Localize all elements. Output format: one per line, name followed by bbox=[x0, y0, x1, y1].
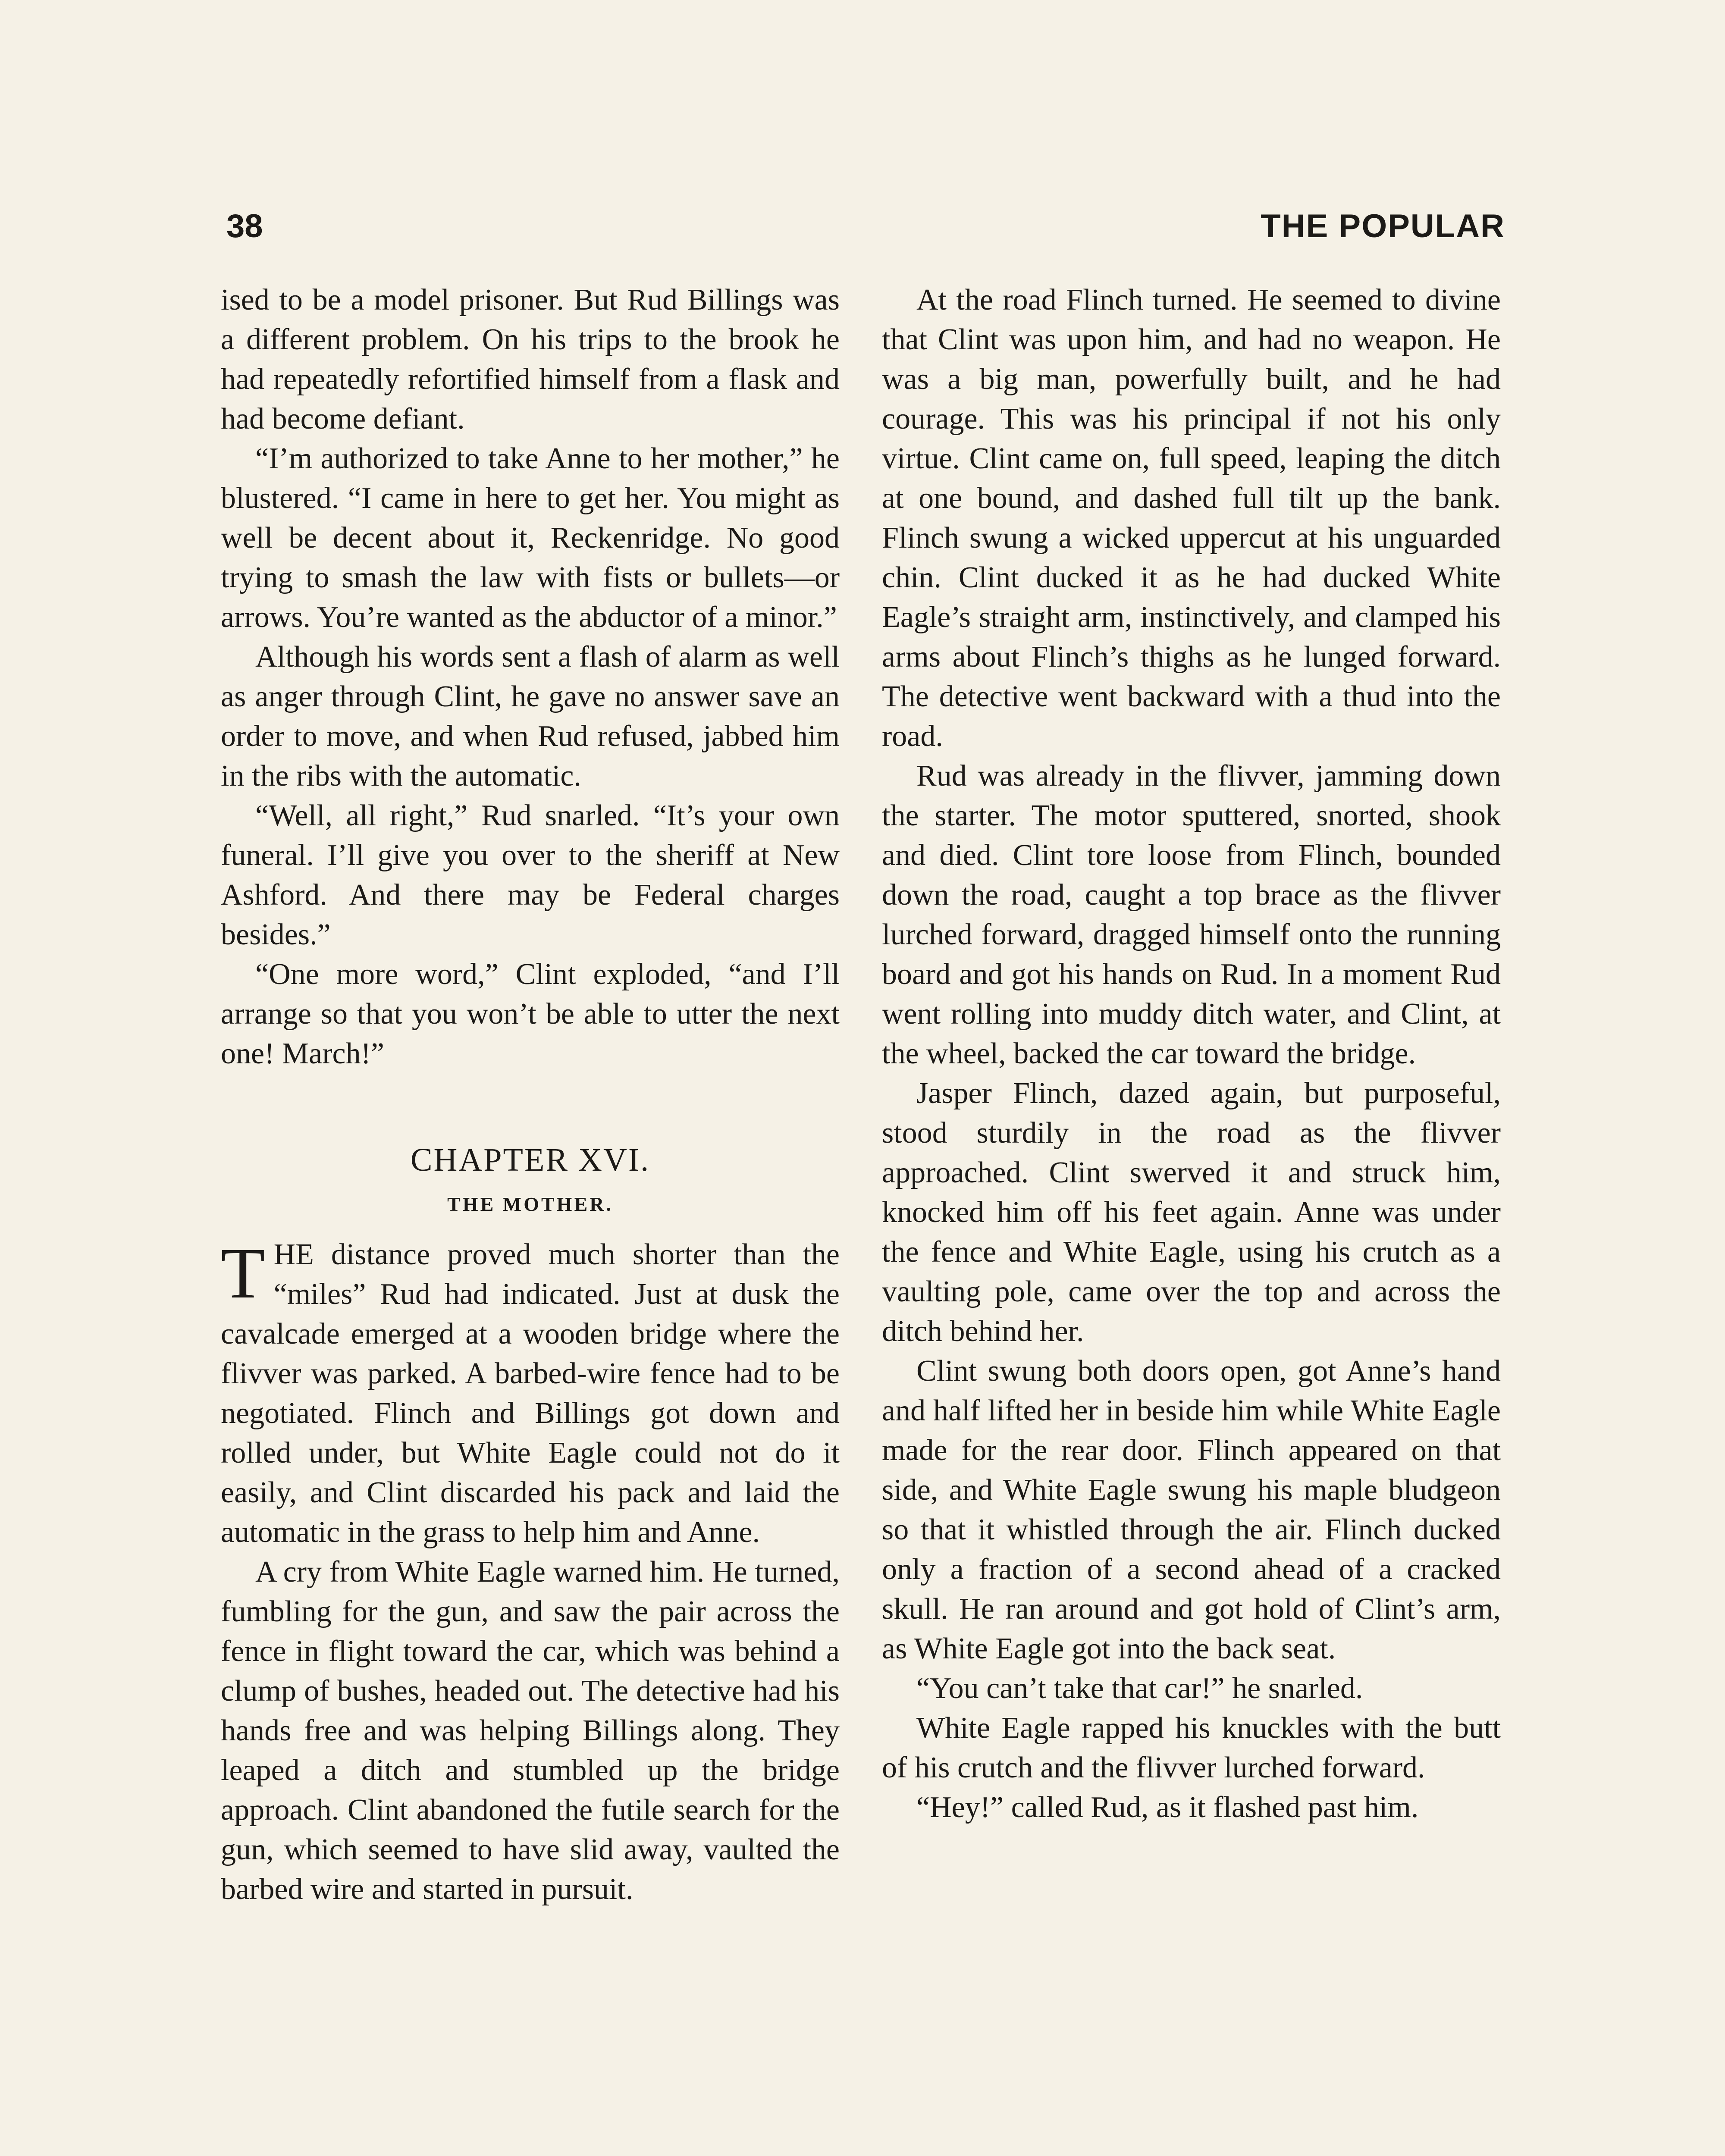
running-head: THE POPULAR bbox=[1261, 208, 1505, 244]
paragraph: “You can’t take that car!” he snarled. bbox=[916, 1672, 1363, 1705]
paragraph: Jasper Flinch, dazed again, but purposeful, stood sturdily in the road as the flivver approached. Clint swerved it and struck him, knocked him off his feet again. Anne was under the fence and White Eagle, using his crutch as a vaulting pole, came over the top and across the ditch behind her. bbox=[882, 1077, 1501, 1348]
paragraph: Clint swung both doors open, got Anne’s hand and half lifted her in beside him while White Eagle made for the rear door. Flinch appeared on that side, and White Eagle swung his maple bludgeon so that it whistled through the air. Flinch ducked only a fraction of a second ahead of a cracked skull. He ran around and got hold of Clint’s arm, as White Eagle got into the back seat. bbox=[882, 1354, 1501, 1665]
paragraph: A cry from White Eagle warned him. He turned, fumbling for the gun, and saw the pair across the fence in flight toward the car, which was behind a clump of bushes, headed out. The detective had his hands free and was helping Billings along. They leaped a ditch and stumbled up the bridge approach. Clint abandoned the futile search for the gun, which seemed to have slid away, vaulted the barbed wire and started in pursuit. bbox=[221, 1555, 840, 1906]
drop-cap: T bbox=[221, 1233, 265, 1313]
drop-cap-paragraph-text: HE distance proved much shorter than the “miles” Rud had indicated. Just at dusk the cavalcade emerged at a wooden bridge where the flivver was parked. A barbed-wire fence had to be negotiated. Flinch and Billings got down and rolled under, but White Eagle could not do it easily, and Clint discarded his pack and laid the automatic in the grass to help him and Anne. bbox=[221, 1238, 840, 1549]
paragraph: ised to be a model prisoner. But Rud Billings was a different problem. On his trips to the brook he had repeatedly refortified himself from a flask and had become defiant. bbox=[221, 283, 840, 436]
paragraph: “I’m authorized to take Anne to her mother,” he blustered. “I came in here to get her. You might as well be decent about it, Reckenridge. No good trying to smash the law with fists or bullets—or arrows. You’re wanted as the abductor of a minor.” bbox=[221, 442, 840, 634]
right-column bbox=[882, 280, 1501, 1827]
page-header bbox=[226, 203, 1505, 250]
paragraph: “Well, all right,” Rud snarled. “It’s your own funeral. I’ll give you over to the sheriff at New Ashford. And there may be Federal charges besides.” bbox=[221, 799, 840, 951]
chapter-opening-paragraph bbox=[221, 1235, 840, 1552]
page-number: 38 bbox=[226, 208, 263, 244]
left-column bbox=[221, 280, 840, 1909]
paragraph: “One more word,” Clint exploded, “and I’ll arrange so that you won’t be able to utter the next one! March!” bbox=[221, 958, 840, 1070]
chapter-subtitle: THE MOTHER. bbox=[447, 1193, 613, 1215]
paragraph: Although his words sent a flash of alarm as well as anger through Clint, he gave no answer save an order to move, and when Rud refused, jabbed him in the ribs with the automatic. bbox=[221, 640, 840, 793]
paragraph: “Hey!” called Rud, as it flashed past him. bbox=[916, 1791, 1419, 1824]
chapter-title: CHAPTER XVI. bbox=[410, 1142, 650, 1178]
paragraph: White Eagle rapped his knuckles with the butt of his crutch and the flivver lurched forward. bbox=[882, 1711, 1501, 1784]
paragraph: Rud was already in the flivver, jamming down the starter. The motor sputtered, snorted, shook and died. Clint tore loose from Flinch, bounded down the road, caught a top brace as the flivver lurched forward, dragged himself onto the running board and got his hands on Rud. In a moment Rud went rolling into muddy ditch water, and Clint, at the wheel, backed the car toward the bridge. bbox=[882, 759, 1501, 1070]
paragraph: At the road Flinch turned. He seemed to divine that Clint was upon him, and had no weapon. He was a big man, powerfully built, and he had courage. This was his principal if not his only virtue. Clint came on, full speed, leaping the ditch at one bound, and dashed full tilt up the bank. Flinch swung a wicked uppercut at his unguarded chin. Clint ducked it as he had ducked White Eagle’s straight arm, instinctively, and clamped his arms about Flinch’s thighs as he lunged forward. The detective went backward with a thud into the road. bbox=[882, 283, 1501, 753]
